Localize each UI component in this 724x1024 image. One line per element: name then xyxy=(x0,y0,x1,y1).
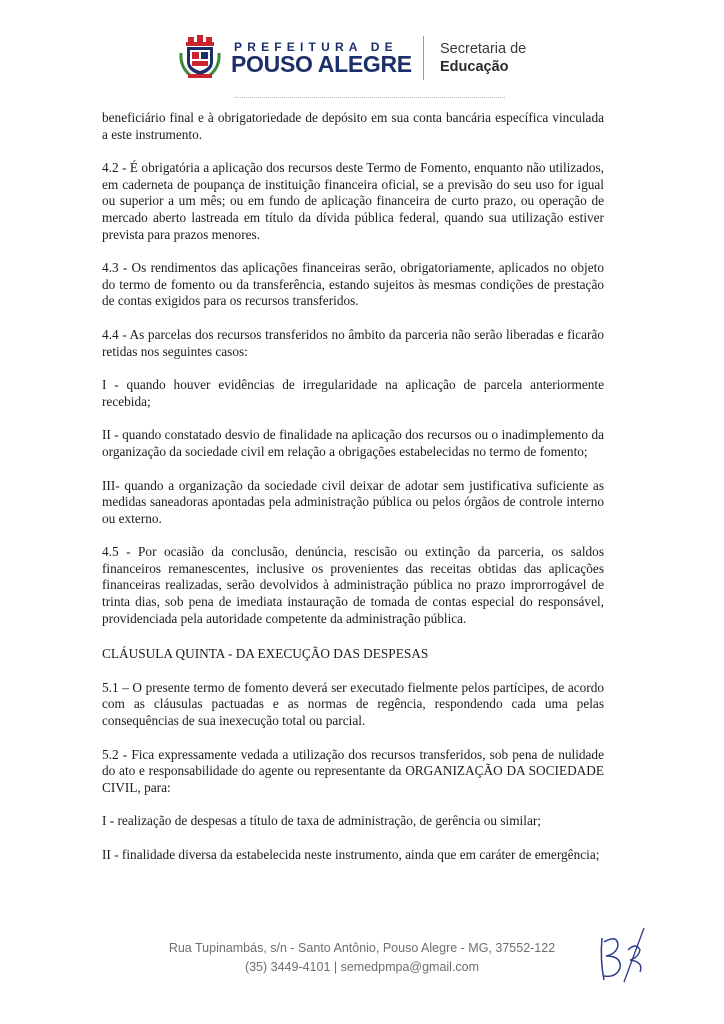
paragraph-4-4-item-iii: III- quando a organização da sociedade civil deixar de adotar sem justificativa suficiente as medidas saneadoras apontadas pela administração pública ou pelos órgãos de controle interno ou externo. xyxy=(102,477,604,526)
document-body xyxy=(102,110,604,881)
paragraph-5-1: 5.1 – O presente termo de fomento deverá ser executado fielmente pelos partícipes, de acordo com as cláusulas pactuadas e as normas de regência, respondendo cada uma pelas consequências de sua inexecução total ou parcial. xyxy=(102,679,604,729)
paragraph-4-5: 4.5 - Por ocasião da conclusão, denúncia, rescisão ou extinção da parceria, os saldos financeiros remanescentes, inclusive os provenientes das receitas obtidas das aplicações financeiras realizadas, serão devolvidos à administração pública no prazo improrrogável de trinta dias, sob pena de imediata instauração de tomada de contas especial do responsável, providenciada pela autoridade competente da administração pública. xyxy=(102,544,604,626)
org-name-main: POUSO ALEGRE xyxy=(231,51,412,77)
department-line-1: Secretaria de xyxy=(440,41,527,57)
paragraph-4-4-item-ii: II - quando constatado desvio de finalidade na aplicação dos recursos ou o inadimplemento da organização da sociedade civil em relação a obrigações estabelecidas no termo de fomento; xyxy=(102,427,604,459)
paragraph-5-2-item-i: I - realização de despesas a título de taxa de administração, de gerência ou similar; xyxy=(102,813,541,829)
paragraph-4-2: 4.2 - É obrigatória a aplicação dos recursos deste Termo de Fomento, enquanto não utilizados, em caderneta de poupança de instituição financeira oficial, se a previsão do seu uso for igual ou superior a um mês; ou em fundo de aplicação financeira de curto prazo, ou operação de mercado aberto lastreada em título da dívida pública federal, quando sua utilização estiver prevista para prazos menores. xyxy=(102,160,604,242)
paragraph-continuation: beneficiário final e à obrigatoriedade de depósito em sua conta bancária específica vinculada a este instrumento. xyxy=(102,110,604,142)
header-divider xyxy=(423,36,424,80)
department-line-2: Educação xyxy=(440,59,509,75)
footer-contact: (35) 3449-4101 | semedpmpa@gmail.com xyxy=(244,960,480,974)
paragraph-5-2: 5.2 - Fica expressamente vedada a utilização dos recursos transferidos, sob pena de nulidade do ato e responsabilidade do agente ou representante da ORGANIZAÇÃO DA SOCIEDADE CIVIL, para: xyxy=(102,746,604,795)
paragraph-4-4-item-i: I - quando houver evidências de irregularidade na aplicação de parcela anteriormente recebida; xyxy=(102,377,604,409)
org-name-top: PREFEITURA DE xyxy=(234,40,398,54)
handwritten-initials-signature xyxy=(588,920,658,990)
paragraph-4-4: 4.4 - As parcelas dos recursos transferidos no âmbito da parceria não serão liberadas e ficarão retidas nos seguintes casos: xyxy=(102,326,604,359)
header-rule xyxy=(235,97,505,98)
clause-heading: CLÁUSULA QUINTA - DA EXECUÇÃO DAS DESPESAS xyxy=(102,646,429,662)
page-header xyxy=(0,0,724,90)
city-crest-logo xyxy=(178,35,222,79)
paragraph-5-2-item-ii: II - finalidade diversa da estabelecida neste instrumento, ainda que em caráter de emergência; xyxy=(102,847,600,862)
paragraph-4-3: 4.3 - Os rendimentos das aplicações financeiras serão, obrigatoriamente, aplicados no objeto do termo de fomento ou da transferência, estando sujeitos às mesmas condições de prestação de contas exigidos para os recursos transferidos. xyxy=(102,260,604,309)
footer-address: Rua Tupinambás, s/n - Santo Antônio, Pouso Alegre - MG, 37552-122 xyxy=(168,941,556,955)
